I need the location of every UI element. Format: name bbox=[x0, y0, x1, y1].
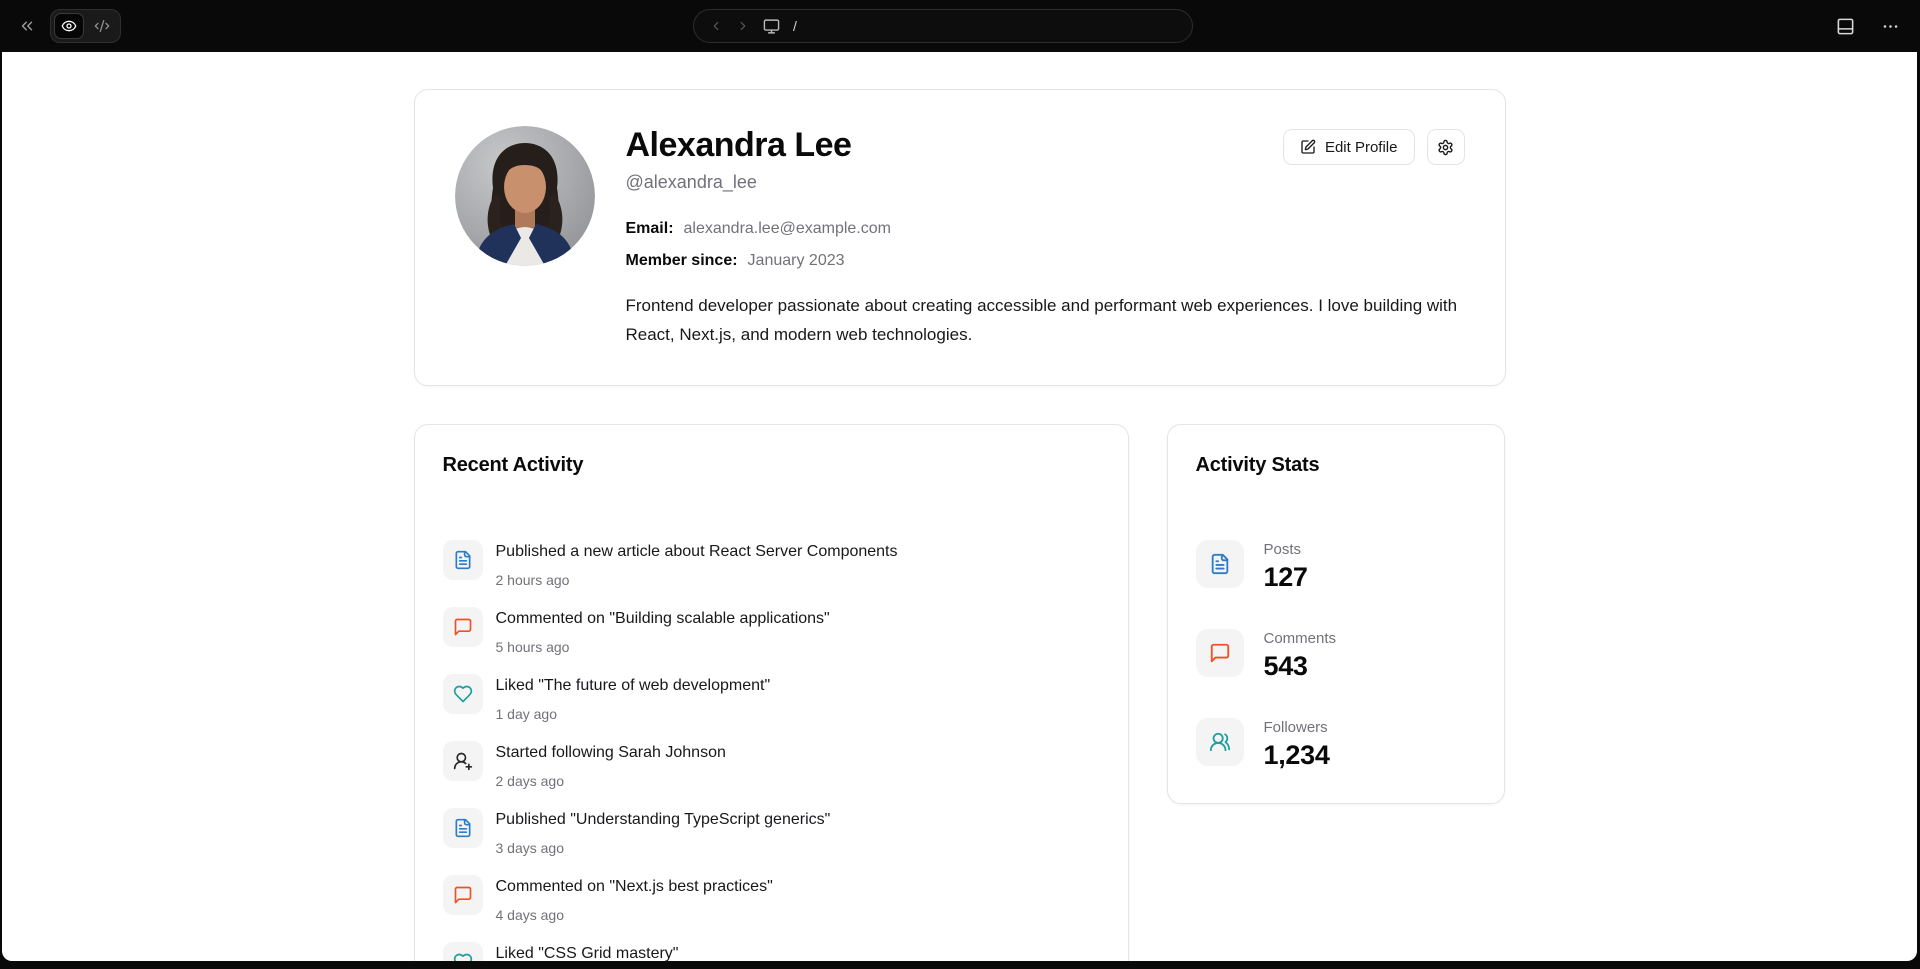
forward-button[interactable] bbox=[736, 19, 750, 33]
activity-title: Liked "CSS Grid mastery" bbox=[495, 945, 679, 961]
activity-item bbox=[443, 808, 1100, 857]
stat-row bbox=[1196, 540, 1476, 593]
recent-activity-title: Recent Activity bbox=[442, 454, 584, 477]
activity-title: Commented on "Next.js best practices" bbox=[495, 878, 773, 896]
member-since-label: Member since: bbox=[625, 252, 738, 270]
recent-activity-card bbox=[414, 424, 1129, 961]
activity-time: 2 days ago bbox=[495, 773, 564, 790]
ellipsis-icon bbox=[1881, 17, 1900, 36]
file-text-icon bbox=[443, 808, 483, 848]
gear-icon bbox=[1437, 139, 1454, 156]
stat-value: 127 bbox=[1263, 562, 1308, 593]
stat-label: Followers bbox=[1263, 719, 1328, 737]
activity-time: 4 days ago bbox=[495, 907, 564, 924]
stat-row bbox=[1196, 718, 1476, 771]
url-bar[interactable] bbox=[693, 9, 1193, 43]
activity-title: Published "Understanding TypeScript generics" bbox=[495, 811, 831, 829]
device-toggle-button[interactable] bbox=[763, 18, 780, 35]
panel-layout-button[interactable] bbox=[1832, 13, 1859, 40]
activity-item bbox=[443, 942, 1100, 961]
chevron-left-icon bbox=[709, 19, 723, 33]
file-text-icon bbox=[443, 540, 483, 580]
email-label: Email: bbox=[625, 220, 674, 238]
chevron-right-icon bbox=[736, 19, 750, 33]
stat-label: Comments bbox=[1263, 630, 1337, 648]
preview-toolbar bbox=[0, 0, 1920, 52]
chevrons-left-icon bbox=[18, 17, 36, 35]
url-path[interactable]: / bbox=[793, 18, 797, 34]
collapse-sidebar-button[interactable] bbox=[14, 13, 40, 39]
edit-profile-label: Edit Profile bbox=[1324, 138, 1398, 156]
code-icon bbox=[94, 18, 110, 34]
profile-username: @alexandra_lee bbox=[625, 172, 757, 193]
user-plus-icon bbox=[443, 741, 483, 781]
avatar bbox=[455, 126, 595, 266]
preview-mode-button[interactable] bbox=[54, 13, 84, 39]
heart-icon bbox=[443, 674, 483, 714]
message-icon bbox=[443, 875, 483, 915]
view-mode-toggle bbox=[50, 9, 121, 43]
stat-value: 543 bbox=[1263, 651, 1308, 682]
back-button[interactable] bbox=[709, 19, 723, 33]
activity-time: 3 days ago bbox=[495, 840, 564, 857]
users-icon bbox=[1196, 718, 1244, 766]
profile-card bbox=[414, 89, 1506, 386]
activity-item bbox=[443, 741, 1100, 790]
edit-profile-button[interactable] bbox=[1283, 129, 1415, 165]
email-value: alexandra.lee@example.com bbox=[683, 220, 891, 238]
activity-time: 5 hours ago bbox=[495, 639, 570, 656]
activity-time: 2 hours ago bbox=[495, 572, 570, 589]
profile-name: Alexandra Lee bbox=[625, 126, 852, 164]
settings-button[interactable] bbox=[1427, 129, 1465, 165]
square-pen-icon bbox=[1300, 139, 1316, 155]
stat-row bbox=[1196, 629, 1476, 682]
profile-bio: Frontend developer passionate about creating accessible and performant web experiences. I love building with React, Next.js, and modern web technologies. bbox=[625, 296, 1458, 345]
preview-viewport bbox=[2, 52, 1917, 961]
message-icon bbox=[443, 607, 483, 647]
heart-icon bbox=[443, 942, 483, 961]
activity-title: Commented on "Building scalable applications" bbox=[495, 610, 830, 628]
activity-item bbox=[443, 607, 1100, 656]
monitor-icon bbox=[763, 18, 780, 35]
eye-icon bbox=[61, 18, 77, 34]
activity-title: Published a new article about React Server Components bbox=[495, 543, 898, 561]
activity-item bbox=[443, 540, 1100, 589]
file-text-icon bbox=[1196, 540, 1244, 588]
stat-label: Posts bbox=[1263, 541, 1302, 559]
activity-title: Liked "The future of web development" bbox=[495, 677, 771, 695]
panel-bottom-icon bbox=[1836, 17, 1855, 36]
activity-stats-card bbox=[1167, 424, 1505, 804]
activity-stats-title: Activity Stats bbox=[1195, 454, 1320, 477]
avatar-portrait bbox=[455, 126, 595, 266]
activity-item bbox=[443, 875, 1100, 924]
member-since-value: January 2023 bbox=[747, 252, 845, 270]
activity-time: 1 day ago bbox=[495, 706, 557, 723]
code-mode-button[interactable] bbox=[87, 13, 117, 39]
more-options-button[interactable] bbox=[1877, 13, 1904, 40]
activity-item bbox=[443, 674, 1100, 723]
activity-title: Started following Sarah Johnson bbox=[495, 744, 726, 762]
stat-value: 1,234 bbox=[1263, 740, 1330, 771]
message-icon bbox=[1196, 629, 1244, 677]
